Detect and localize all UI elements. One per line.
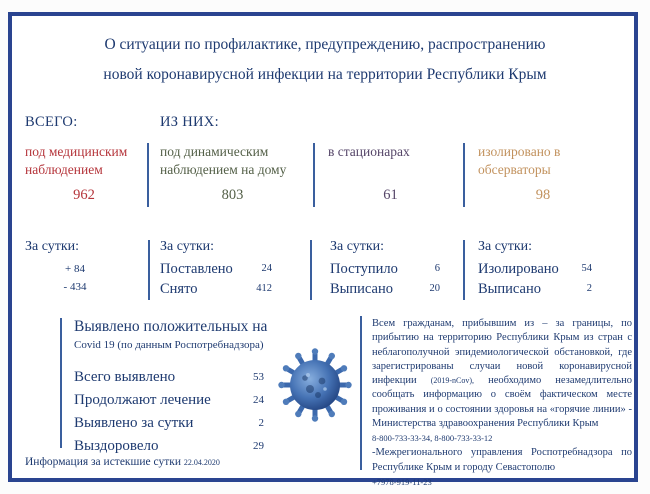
- footer-text: Информация за истекшие сутки: [25, 456, 181, 468]
- notice-paragraph: [372, 317, 632, 431]
- daily-row-label: Выписано: [478, 281, 541, 297]
- of-them-label: ИЗ НИХ:: [160, 114, 219, 130]
- covid-row-label: Выявлено за сутки: [74, 415, 194, 431]
- daily-total-panel: [25, 239, 140, 296]
- divider: [147, 143, 149, 207]
- daily-row-label: Снято: [160, 281, 198, 297]
- daily-row: [330, 279, 440, 299]
- daily-header: За сутки:: [330, 239, 385, 254]
- footer-date: 22.04.2020: [183, 458, 220, 467]
- covid-row: [74, 389, 264, 412]
- daily-row: [160, 279, 272, 299]
- covid-row: [74, 366, 264, 389]
- daily-row-value: 6: [434, 263, 440, 274]
- stat-value: 61: [383, 187, 398, 203]
- title-line-2: новой коронавирусной инфекции на территории Республики Крым: [103, 66, 547, 83]
- covid-positives-box: [74, 318, 304, 458]
- divider: [463, 143, 465, 207]
- daily-row: [160, 259, 272, 279]
- covid-row-label: Выздоровело: [74, 438, 159, 454]
- daily-row-value: 20: [429, 283, 440, 294]
- daily-row-value: 54: [581, 263, 592, 274]
- coronavirus-icon: [272, 342, 358, 428]
- notice-virus-code: (2019-nCov),: [430, 376, 475, 386]
- title-line-1: О ситуации по профилактике, предупреждению, распространению: [104, 36, 546, 53]
- footer-info: [25, 456, 220, 468]
- divider: [148, 240, 150, 300]
- stat-label: изолировано в обсерваторы: [478, 144, 561, 177]
- daily-observatory-panel: [478, 239, 592, 299]
- daily-entry-minus: - 434: [63, 281, 87, 293]
- notice-text: необходимо незамедлительно сообщать информацию о своём фактическом месте проживания и о состоянии здоровья на «горячие линии» - Министерства здравоохранения Республики Крым: [372, 375, 632, 430]
- daily-entry-plus: + 84: [65, 263, 85, 275]
- notice-text: Всем гражданам, прибывшим из – за границы, по прибытию на территорию Республики Крым из стран с неблагополучной эпидемиологической обстановкой, где зарегистрированы случаи новой коронавирусной инфекции: [372, 318, 632, 387]
- daily-row: [478, 259, 592, 279]
- page-title: [50, 30, 600, 90]
- hotline-phone-rospotrebnadzor: +7978-919-11-23: [372, 476, 432, 487]
- stat-value: 962: [73, 187, 95, 203]
- divider: [60, 318, 62, 448]
- covid-row-label: Продолжают лечение: [74, 392, 211, 408]
- divider: [463, 240, 465, 300]
- daily-row-value: 24: [261, 263, 272, 274]
- stat-value: 803: [221, 187, 244, 203]
- daily-row-label: Выписано: [330, 281, 393, 297]
- daily-hospital-panel: [330, 239, 440, 299]
- stat-isolated-observatories: [478, 143, 608, 204]
- divider: [313, 143, 315, 207]
- covid-row-label: Всего выявлено: [74, 369, 176, 385]
- daily-row-value: 2: [586, 283, 592, 294]
- daily-entries: [25, 260, 125, 296]
- covid-row-value: 29: [253, 440, 264, 452]
- daily-header: За сутки:: [478, 239, 533, 254]
- covid-row-value: 2: [258, 417, 264, 429]
- divider: [360, 316, 362, 470]
- daily-dynamic-panel: [160, 239, 272, 299]
- covid-row: [74, 435, 264, 458]
- stat-value: 98: [535, 187, 551, 203]
- hotline-phones-minzdrav: 8-800-733-33-34, 8-800-733-33-12: [372, 433, 493, 444]
- covid-row-value: 24: [253, 394, 264, 406]
- daily-row-label: Поступило: [330, 261, 398, 277]
- stat-dynamic-home-observation: [160, 143, 305, 204]
- daily-row-label: Поставлено: [160, 261, 233, 277]
- total-label: ВСЕГО:: [25, 114, 78, 130]
- stat-label: под динамическим наблюдением на дому: [160, 144, 287, 177]
- covid-box-heading: Выявлено положительных на: [74, 318, 268, 335]
- divider: [310, 240, 312, 300]
- stat-label: под медицинским наблюдением: [25, 144, 128, 177]
- daily-row-value: 412: [256, 283, 272, 294]
- notice-rospotrebnadzor: -Межрегионального управления Роспотребнадзора по Республике Крым и городу Севастополю: [372, 447, 632, 473]
- stat-in-hospitals: [328, 143, 453, 204]
- daily-header: За сутки:: [25, 239, 80, 254]
- arrival-notice: [372, 317, 632, 490]
- stat-medical-observation: [25, 143, 143, 204]
- stat-label: в стационарах: [328, 144, 410, 159]
- daily-row-label: Изолировано: [478, 261, 559, 277]
- covid-row-value: 53: [253, 371, 264, 383]
- covid-row: [74, 412, 264, 435]
- covid-box-subheading: Covid 19 (по данным Роспотребнадзора): [74, 339, 264, 351]
- daily-row: [330, 259, 440, 279]
- daily-row: [478, 279, 592, 299]
- covid-box-rows: [74, 366, 264, 458]
- daily-header: За сутки:: [160, 239, 215, 254]
